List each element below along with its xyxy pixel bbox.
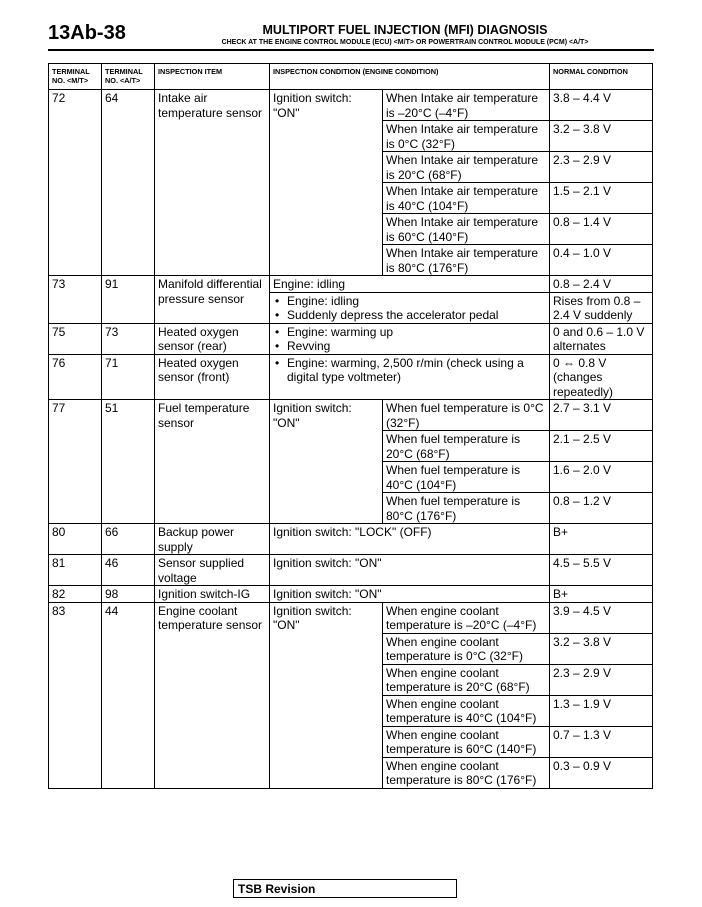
- table-row: [49, 400, 653, 431]
- header-inspection-item: INSPECTION ITEM: [155, 64, 270, 90]
- condition-bullet: • Suddenly depress the accelerator pedal: [287, 308, 546, 323]
- normal-condition: 4.5 – 5.5 V: [550, 555, 653, 586]
- inspection-condition: Engine: idling: [270, 276, 550, 293]
- header-terminal-mt: TERMINAL NO. <M/T>: [49, 64, 102, 90]
- normal-condition: 2.3 – 2.9 V: [550, 152, 653, 183]
- terminal-at: 71: [102, 354, 155, 400]
- terminal-mt: 83: [49, 602, 102, 788]
- inspection-condition: Ignition switch: "ON": [270, 90, 383, 276]
- inspection-item: Heated oxygen sensor (rear): [155, 323, 270, 354]
- terminal-mt: 81: [49, 555, 102, 586]
- normal-condition: B+: [550, 524, 653, 555]
- sub-condition: When engine coolant temperature is 60°C (140°F): [383, 726, 550, 757]
- sub-condition: When Intake air temperature is 40°C (104°F): [383, 183, 550, 214]
- terminal-at: 44: [102, 602, 155, 788]
- sub-condition: When Intake air temperature is 20°C (68°F): [383, 152, 550, 183]
- table-row: [49, 354, 653, 400]
- normal-condition: 2.7 – 3.1 V: [550, 400, 653, 431]
- inspection-item: Manifold differential pressure sensor: [155, 276, 270, 324]
- sub-condition: When fuel temperature is 80°C (176°F): [383, 493, 550, 524]
- terminal-at: 98: [102, 586, 155, 603]
- sub-condition: When engine coolant temperature is 80°C (176°F): [383, 757, 550, 788]
- terminal-at: 73: [102, 323, 155, 354]
- header-inspection-condition: INSPECTION CONDITION (ENGINE CONDITION): [270, 64, 550, 90]
- inspection-item: Sensor supplied voltage: [155, 555, 270, 586]
- header-rule: [48, 49, 654, 51]
- sub-condition: When engine coolant temperature is 20°C (68°F): [383, 664, 550, 695]
- sub-condition: When fuel temperature is 40°C (104°F): [383, 462, 550, 493]
- terminal-mt: 72: [49, 90, 102, 276]
- normal-condition: 0.3 – 0.9 V: [550, 757, 653, 788]
- condition-bullet: • Engine: idling: [287, 294, 546, 309]
- normal-condition: 3.2 – 3.8 V: [550, 121, 653, 152]
- table-row: [49, 586, 653, 603]
- page-number: 13Ab-38: [48, 22, 126, 44]
- page-subtitle: CHECK AT THE ENGINE CONTROL MODULE (ECU) <M/T> OR POWERTRAIN CONTROL MODULE (PCM) <A/T>: [221, 39, 589, 46]
- sub-condition: When Intake air temperature is 0°C (32°F): [383, 121, 550, 152]
- normal-condition: 2.1 – 2.5 V: [550, 431, 653, 462]
- inspection-condition: Ignition switch: "ON": [270, 586, 550, 603]
- normal-condition: 1.3 – 1.9 V: [550, 695, 653, 726]
- inspection-condition: Ignition switch: "LOCK" (OFF): [270, 524, 550, 555]
- terminal-at: 46: [102, 555, 155, 586]
- terminal-at: 91: [102, 276, 155, 324]
- tsb-revision-box: TSB Revision: [233, 879, 457, 898]
- normal-condition: 1.6 – 2.0 V: [550, 462, 653, 493]
- normal-condition: 0 ⇔ 0.8 V (changes repeatedly): [550, 354, 653, 400]
- condition-bullet: • Engine: warming up: [287, 325, 546, 340]
- sub-condition: When engine coolant temperature is 40°C (104°F): [383, 695, 550, 726]
- normal-condition: 0.4 – 1.0 V: [550, 245, 653, 276]
- sub-condition: When Intake air temperature is –20°C (–4°F): [383, 90, 550, 121]
- terminal-inspection-table: [48, 63, 653, 789]
- normal-condition: 0.7 – 1.3 V: [550, 726, 653, 757]
- sub-condition: When fuel temperature is 0°C (32°F): [383, 400, 550, 431]
- sub-condition: When engine coolant temperature is –20°C (–4°F): [383, 602, 550, 633]
- table-row: [49, 90, 653, 121]
- inspection-condition: [270, 323, 550, 354]
- inspection-item: Heated oxygen sensor (front): [155, 354, 270, 400]
- inspection-item: Intake air temperature sensor: [155, 90, 270, 276]
- normal-condition: 0.8 – 1.2 V: [550, 493, 653, 524]
- normal-condition: 3.9 – 4.5 V: [550, 602, 653, 633]
- inspection-condition: [270, 354, 550, 400]
- terminal-mt: 75: [49, 323, 102, 354]
- sub-condition: When Intake air temperature is 80°C (176°F): [383, 245, 550, 276]
- terminal-at: 66: [102, 524, 155, 555]
- terminal-mt: 73: [49, 276, 102, 324]
- page-title: MULTIPORT FUEL INJECTION (MFI) DIAGNOSIS: [262, 23, 548, 37]
- normal-condition: 2.3 – 2.9 V: [550, 664, 653, 695]
- normal-condition: B+: [550, 586, 653, 603]
- terminal-at: 64: [102, 90, 155, 276]
- sub-condition: When Intake air temperature is 60°C (140°F): [383, 214, 550, 245]
- inspection-item: Ignition switch-IG: [155, 586, 270, 603]
- table-row: [49, 555, 653, 586]
- normal-condition: 0 and 0.6 – 1.0 V alternates: [550, 323, 653, 354]
- inspection-item: Backup power supply: [155, 524, 270, 555]
- inspection-condition: Ignition switch: "ON": [270, 555, 550, 586]
- terminal-mt: 80: [49, 524, 102, 555]
- normal-condition: 0.8 – 1.4 V: [550, 214, 653, 245]
- normal-condition: 1.5 – 2.1 V: [550, 183, 653, 214]
- inspection-condition: [270, 292, 550, 323]
- terminal-mt: 82: [49, 586, 102, 603]
- condition-bullet: • Engine: warming, 2,500 r/min (check using a digital type voltmeter): [287, 356, 546, 385]
- normal-condition: 3.2 – 3.8 V: [550, 633, 653, 664]
- table-header-row: [49, 64, 653, 90]
- header-normal-condition: NORMAL CONDITION: [550, 64, 653, 90]
- terminal-mt: 76: [49, 354, 102, 400]
- condition-bullet: • Revving: [287, 339, 546, 354]
- normal-condition: Rises from 0.8 – 2.4 V suddenly: [550, 292, 653, 323]
- terminal-at: 51: [102, 400, 155, 524]
- inspection-condition: Ignition switch: "ON": [270, 400, 383, 524]
- inspection-item: Fuel temperature sensor: [155, 400, 270, 524]
- normal-condition: 3.8 – 4.4 V: [550, 90, 653, 121]
- header-terminal-at: TERMINAL NO. <A/T>: [102, 64, 155, 90]
- sub-condition: When engine coolant temperature is 0°C (32°F): [383, 633, 550, 664]
- terminal-mt: 77: [49, 400, 102, 524]
- inspection-item: Engine coolant temperature sensor: [155, 602, 270, 788]
- table-row: [49, 524, 653, 555]
- table-row: [49, 602, 653, 633]
- normal-condition: 0.8 – 2.4 V: [550, 276, 653, 293]
- inspection-condition: Ignition switch: "ON": [270, 602, 383, 788]
- table-row: [49, 323, 653, 354]
- sub-condition: When fuel temperature is 20°C (68°F): [383, 431, 550, 462]
- table-row: [49, 276, 653, 293]
